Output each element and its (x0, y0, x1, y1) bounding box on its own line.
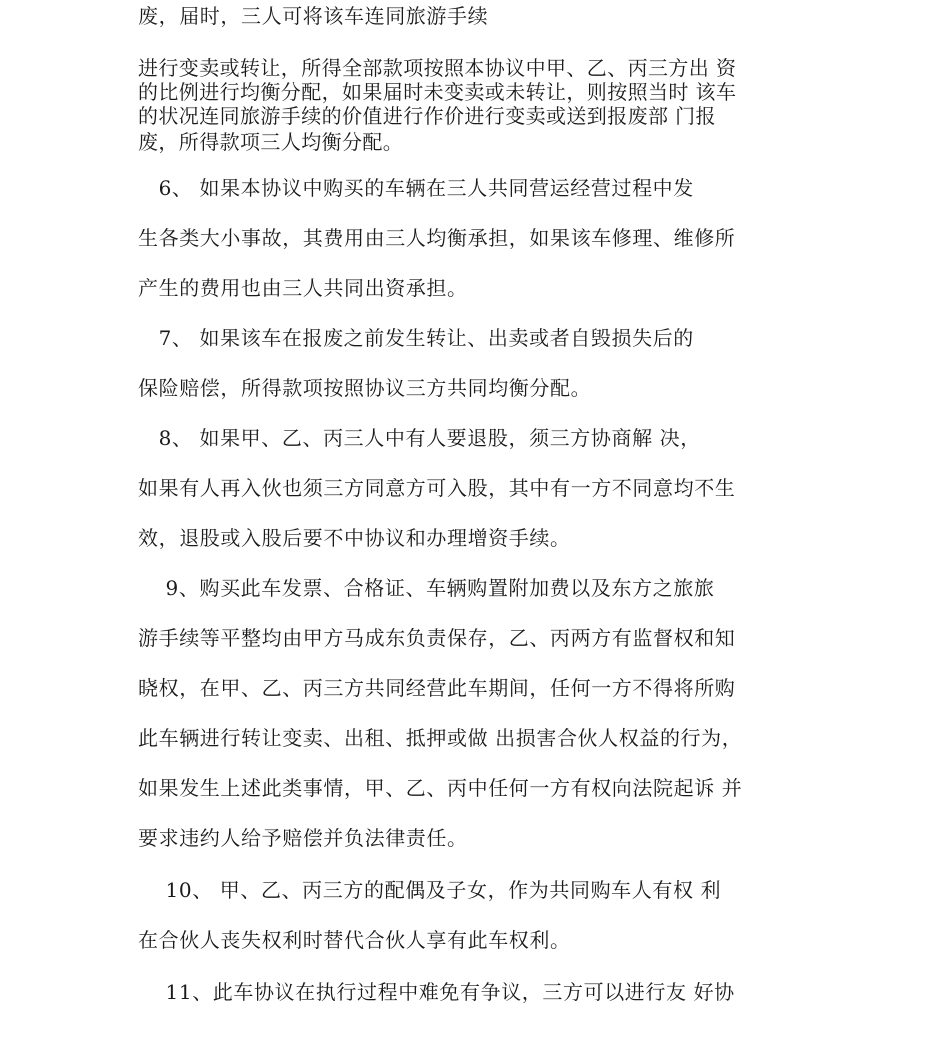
text-line: 游手续等平整均由甲方马成东负责保存，乙、丙两方有监督权和知 (138, 626, 736, 650)
text-line: 生各类大小事故，其费用由三人均衡承担，如果该车修理、维修所 (138, 226, 736, 250)
text-line: 晓权，在甲、乙、丙三方共同经营此车期间，任何一方不得将所购 (138, 676, 736, 700)
text-line: 保险赔偿，所得款项按照协议三方共同均衡分配。 (138, 376, 592, 400)
text-line: 如果有人再入伙也须三方同意方可入股，其中有一方不同意均不生 (138, 476, 736, 500)
text-line: 产生的费用也由三人共同出资承担。 (138, 276, 468, 300)
text-line: 7、 如果该车在报废之前发生转让、出卖或者自毁损失后的 (138, 326, 694, 350)
text-line: 6、 如果本协议中购买的车辆在三人共同营运经营过程中发 (138, 176, 694, 200)
text-line: 废，所得款项三人均衡分配。 (138, 130, 404, 154)
text-line: 废，届时，三人可将该车连同旅游手续 (138, 4, 489, 28)
text-line: 10、 甲、乙、丙三方的配偶及子女，作为共同购车人有权 利 (138, 878, 722, 902)
text-line: 如果发生上述此类事情，甲、乙、丙中任何一方有权向法院起诉 并 (138, 776, 743, 800)
text-line: 此车辆进行转让变卖、出租、抵押或做 出损害合伙人权益的行为， (138, 726, 743, 750)
text-line: 9、购买此车发票、合格证、车辆购置附加费以及东方之旅旅 (138, 576, 715, 600)
text-line: 的比例进行均衡分配，如果届时未变卖或未转让，则按照当时 该车 (138, 80, 737, 104)
text-line: 8、 如果甲、乙、丙三人中有人要退股，须三方协商解 决， (138, 426, 701, 450)
text-line: 的状况连同旅游手续的价值进行作价进行变卖或送到报废部 门报 (138, 104, 716, 128)
text-line: 效，退股或入股后要不中协议和办理增资手续。 (138, 526, 571, 550)
text-line: 进行变卖或转让，所得全部款项按照本协议中甲、乙、丙三方出 资 (138, 56, 737, 80)
text-line: 要求违约人给予赔偿并负法律责任。 (138, 826, 468, 850)
text-line: 在合伙人丧失权利时替代合伙人享有此车权利。 (138, 928, 571, 952)
text-line: 11、此车协议在执行过程中难免有争议，三方可以进行友 好协 (138, 980, 735, 1004)
